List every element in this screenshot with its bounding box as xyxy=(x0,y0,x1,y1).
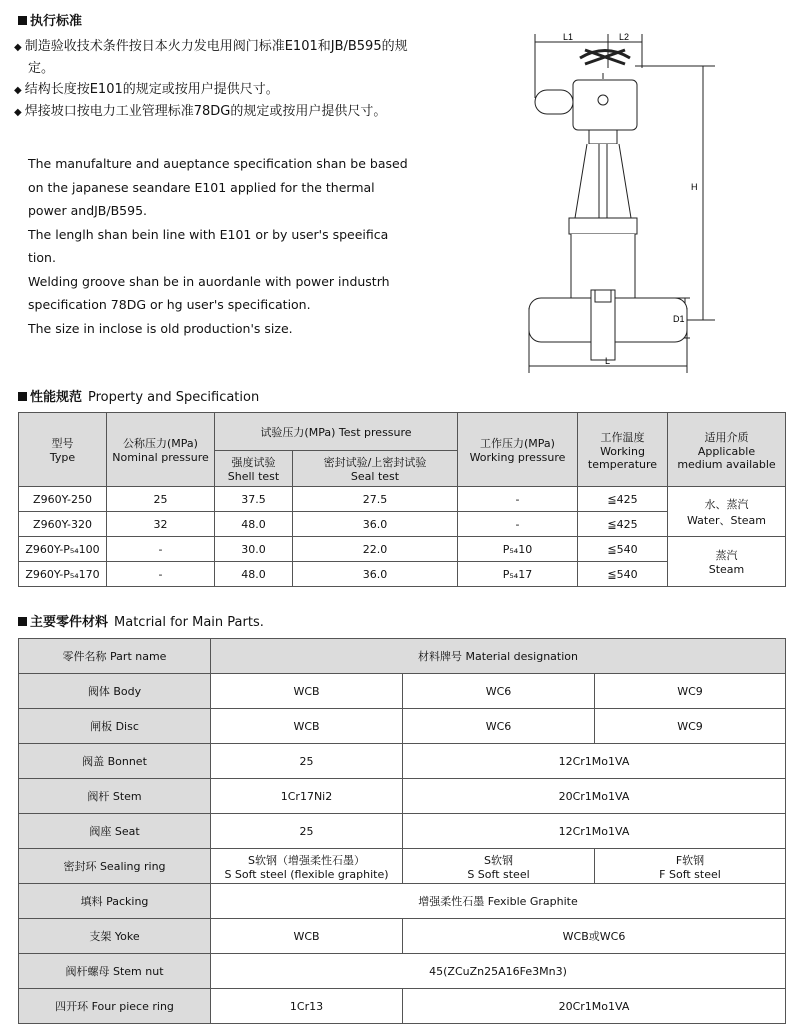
table-row: 四开环 Four piece ring 1Cr13 20Cr1Mo1VA xyxy=(19,989,786,1024)
table-row: Z960Y-P₅₄170 - 48.0 36.0 P₅₄17 ≦540 xyxy=(19,562,786,587)
english-notes xyxy=(28,152,408,340)
property-title: 性能规范 Property and Specification xyxy=(18,386,259,405)
materials-table xyxy=(18,638,786,1024)
label-l: L xyxy=(605,356,611,366)
valve-diagram xyxy=(515,28,715,376)
bullet-item: ◆ 制造验收技术条件按日本火力发电用阀门标准E101和JB/B595的规定。 xyxy=(14,36,414,79)
standards-bullets xyxy=(14,36,414,123)
label-h: H xyxy=(691,182,698,192)
table-row: 阀杆螺母 Stem nut 45(ZCuZn25A16Fe3Mn3) xyxy=(19,954,786,989)
table-row: 阀杆 Stem 1Cr17Ni2 20Cr1Mo1VA xyxy=(19,779,786,814)
table-row: 密封环 Sealing ring S软钢（增强柔性石墨） S Soft steel (flexible graphite) S软钢 S Soft steel F软钢 F Soft steel xyxy=(19,849,786,884)
table-row: 填料 Packing 增强柔性石墨 Fexible Graphite xyxy=(19,884,786,919)
bullet-item: ◆ 结构长度按E101的规定或按用户提供尺寸。 xyxy=(14,79,414,101)
table-row: 闸板 Disc WCB WC6 WC9 xyxy=(19,709,786,744)
table-row: 阀座 Seat 25 12Cr1Mo1VA xyxy=(19,814,786,849)
label-d1: D1 xyxy=(673,314,685,324)
table-row: 零件名称 Part name 材料牌号 Material designation xyxy=(19,639,786,674)
english-note: The manufalture and aueptance specification shan be based on the japanese seandare E101 applied for the thermal power andJB/B595. xyxy=(28,156,408,218)
english-note: The lenglh shan bein line with E101 or by user's speeifica tion. xyxy=(28,226,389,265)
english-note: The size in inclose is old production's size. xyxy=(28,320,293,336)
materials-title: 主要零件材料 Matcrial for Main Parts. xyxy=(18,611,264,630)
table-row: 支架 Yoke WCB WCB或WC6 xyxy=(19,919,786,954)
table-row: 阀盖 Bonnet 25 12Cr1Mo1VA xyxy=(19,744,786,779)
english-note: Welding groove shan be in auordanle with power industrh specification 78DG or hg user's specification. xyxy=(28,273,390,312)
label-l1: L1 xyxy=(563,32,574,42)
label-l2: L2 xyxy=(619,32,630,42)
standards-title: 执行标准 xyxy=(18,10,82,29)
bullet-item: ◆ 焊接坡口按电力工业管理标准78DG的规定或按用户提供尺寸。 xyxy=(14,101,414,123)
property-table: 型号 Type 公称压力(MPa) Nominal pressure 试验压力(MPa) Test pressure 工作压力(MPa) Working pressure 工作温度 Working temperature 适用介质 Applicable medium available 强度试验 Shell test 密封试验/上密封试验 Seal test Z960Y-250 25 37.5 27.5 - ≦425 水、蒸汽 Water、Steam Z960Y-320 32 48.0 36.0 - ≦425 Z960Y-P₅₄100 - 30.0 22.0 P₅₄10 ≦540 蒸汽 Steam Z960Y-P₅₄170 - 48.0 36.0 P₅₄17 ≦540 xyxy=(18,412,786,587)
table-row: Z960Y-P₅₄100 - 30.0 22.0 P₅₄10 ≦540 蒸汽 Steam xyxy=(19,537,786,562)
table-row: 阀体 Body WCB WC6 WC9 xyxy=(19,674,786,709)
table-row: Z960Y-320 32 48.0 36.0 - ≦425 xyxy=(19,512,786,537)
table-row: Z960Y-250 25 37.5 27.5 - ≦425 水、蒸汽 Water、Steam xyxy=(19,487,786,512)
